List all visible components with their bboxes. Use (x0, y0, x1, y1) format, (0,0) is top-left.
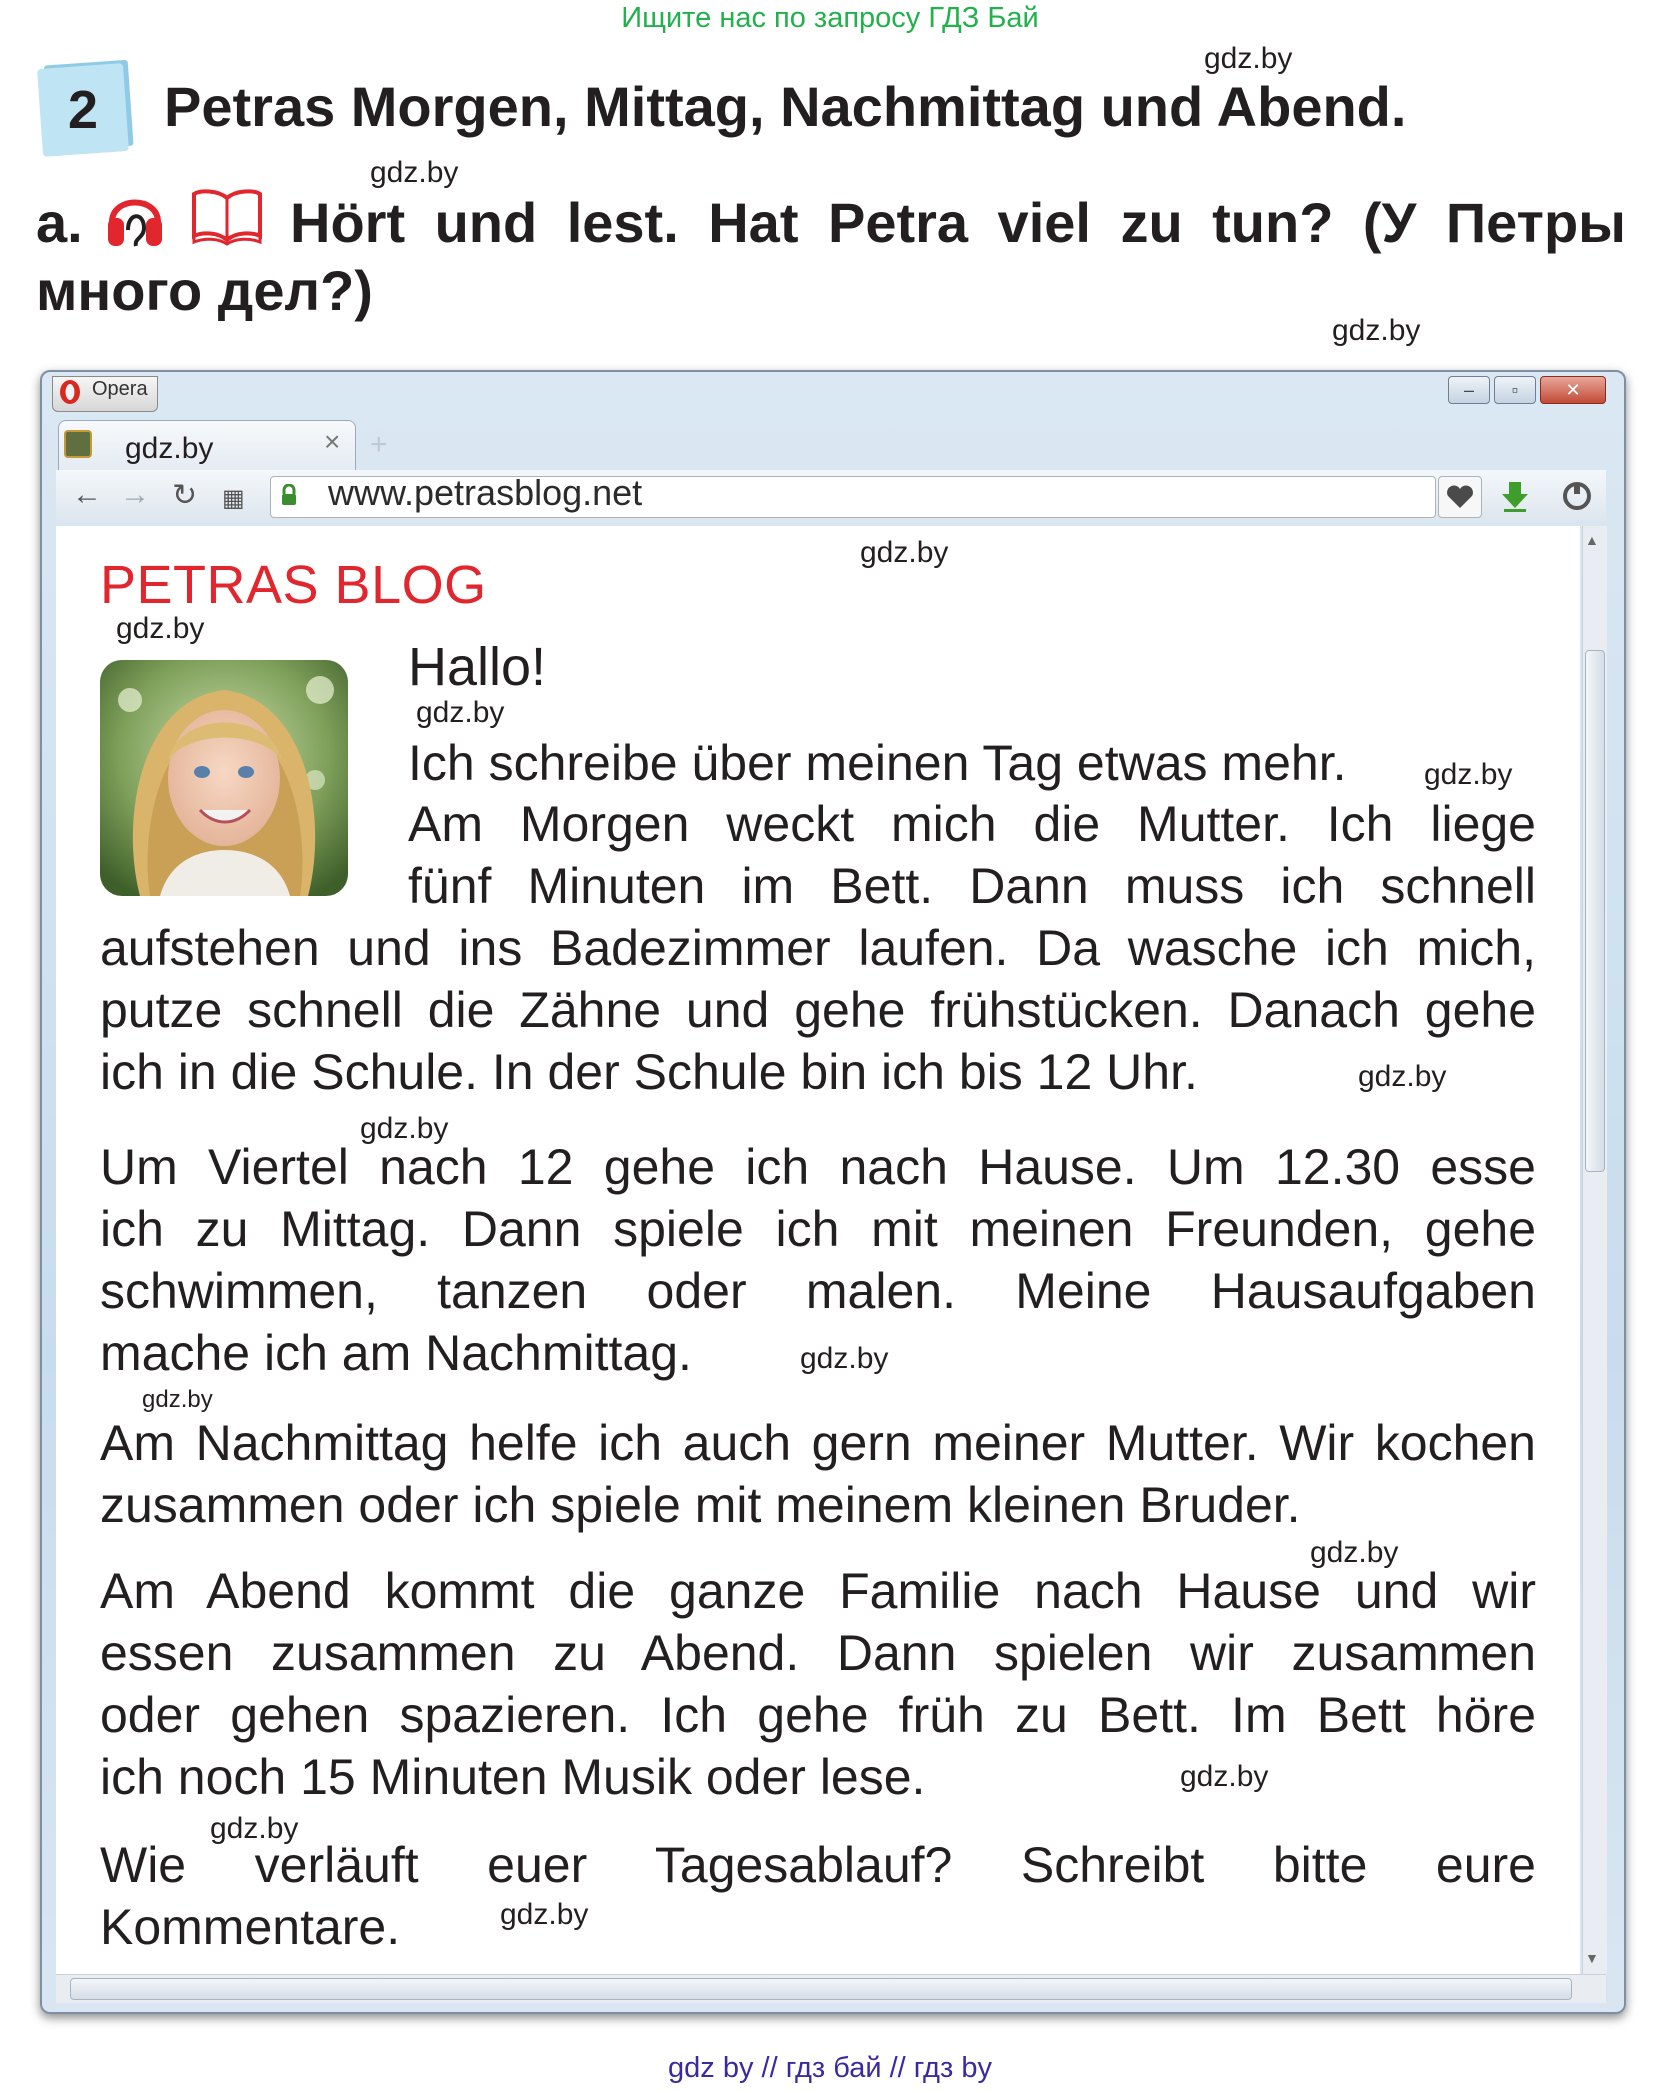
watermark: gdz.by (416, 696, 505, 729)
scrollbar-thumb[interactable] (1585, 650, 1605, 1172)
watermark: gdz.by (860, 536, 949, 569)
watermark: gdz.by (1424, 758, 1513, 791)
download-icon[interactable] (1494, 476, 1536, 516)
watermark: gdz.by (800, 1342, 889, 1375)
exercise-number: 2 (67, 80, 99, 140)
text-line: ich noch 15 Minuten Musik oder lese. (100, 1749, 926, 1805)
blog-title: PETRAS BLOG (100, 555, 487, 615)
close-window-button[interactable]: ✕ (1540, 376, 1606, 404)
watermark: gdz.by (500, 1898, 589, 1931)
text-line: zusammen oder ich spiele mit meinem kleinen Bruder. (100, 1477, 1301, 1533)
watermark: gdz.by (1310, 1536, 1399, 1569)
text-line: schwimmen, tanzen oder malen. Meine Hausaufgaben (100, 1263, 1536, 1319)
text-line: ich zu Mittag. Dann spiele ich mit meinen Freunden, gehe (100, 1201, 1536, 1257)
text-line: putze schnell die Zähne und gehe frühstücken. Danach gehe (100, 982, 1536, 1038)
text-line: essen zusammen zu Abend. Dann spielen wir zusammen (100, 1625, 1536, 1681)
girl-portrait-image (100, 660, 348, 896)
paragraph-evening (100, 1560, 1536, 1808)
intro-text: Ich schreibe über meinen Tag etwas mehr. (408, 735, 1347, 791)
exercise-title: Petras Morgen, Mittag, Nachmittag und Abend. (164, 75, 1407, 138)
watermark: gdz.by (1180, 1760, 1269, 1793)
new-tab-icon[interactable]: + (370, 428, 388, 461)
maximize-button[interactable]: ▫ (1494, 376, 1536, 404)
text-line: ich in die Schule. In der Schule bin ich bis 12 Uhr. (100, 1044, 1198, 1100)
text-line: Am Nachmittag helfe ich auch gern meiner Mutter. Wir kochen (100, 1415, 1536, 1471)
text-line: Am Abend kommt die ganze Familie nach Hause und wir (100, 1563, 1536, 1619)
watermark: gdz.by (360, 1112, 449, 1145)
text-line: Kommentare. (100, 1899, 401, 1955)
lock-icon (280, 484, 298, 506)
open-book-icon (190, 186, 264, 246)
heart-icon (1439, 477, 1481, 517)
watermark: gdz.by (370, 156, 459, 189)
watermark: gdz.by (1332, 314, 1421, 347)
opera-label: Opera (92, 378, 148, 400)
window-controls (1448, 376, 1608, 404)
text-line: Wie verläuft euer Tagesablauf? Schreibt bitte eure (100, 1837, 1536, 1893)
tab-title: gdz.by (125, 432, 214, 465)
horizontal-scrollbar-thumb[interactable] (70, 1978, 1572, 2000)
sync-icon[interactable] (1556, 476, 1598, 516)
back-arrow-icon[interactable]: ← (72, 478, 102, 511)
watermark: gdz.by (1358, 1060, 1447, 1093)
text-line: Am Morgen weckt mich die Mutter. Ich liege (408, 796, 1536, 852)
tab-favicon-icon (64, 430, 92, 458)
paragraph-question (100, 1834, 1536, 1958)
minimize-button[interactable]: ‒ (1448, 376, 1490, 404)
watermark: gdz.by (116, 612, 205, 645)
bookmark-heart-button[interactable] (1438, 476, 1482, 518)
paragraph-morning-b (100, 917, 1536, 1103)
text-line: fünf Minuten im Bett. Dann muss ich schnell (408, 858, 1536, 914)
footer-links: gdz by // гдз бай // гдз by (668, 2052, 992, 2084)
watermark: gdz.by (142, 1386, 213, 1413)
text-line: mache ich am Nachmittag. (100, 1325, 692, 1381)
text-line: aufstehen und ins Badezimmer laufen. Da wasche ich mich, (100, 920, 1536, 976)
paragraph-morning-a (408, 793, 1536, 917)
top-banner: Ищите нас по запросу ГДЗ Бай (621, 2, 1039, 34)
headphones-icon (104, 182, 166, 252)
speed-dial-icon[interactable]: ▦ (222, 485, 245, 512)
opera-logo-icon (58, 378, 82, 406)
task-letter: a. (36, 191, 83, 254)
watermark: gdz.by (1204, 42, 1293, 75)
task-instruction-line-2: много дел?) (36, 259, 373, 322)
tab-close-icon[interactable]: × (324, 426, 341, 457)
forward-arrow-icon[interactable]: → (120, 478, 150, 511)
text-line: Um Viertel nach 12 gehe ich nach Hause. Um 12.30 esse (100, 1139, 1536, 1195)
url-text: www.petrasblog.net (328, 472, 643, 513)
reload-icon[interactable]: ↻ (172, 479, 198, 512)
scroll-down-icon[interactable]: ▼ (1585, 1950, 1599, 1966)
task-instruction-line-1: Hört und lest. Hat Petra viel zu tun? (У Петры (290, 191, 1626, 254)
scroll-up-icon[interactable]: ▲ (1585, 532, 1599, 548)
greeting: Hallo! (408, 637, 547, 697)
watermark: gdz.by (210, 1812, 299, 1845)
text-line: oder gehen spazieren. Ich gehe früh zu Bett. Im Bett höre (100, 1687, 1536, 1743)
paragraph-afternoon (100, 1412, 1536, 1536)
